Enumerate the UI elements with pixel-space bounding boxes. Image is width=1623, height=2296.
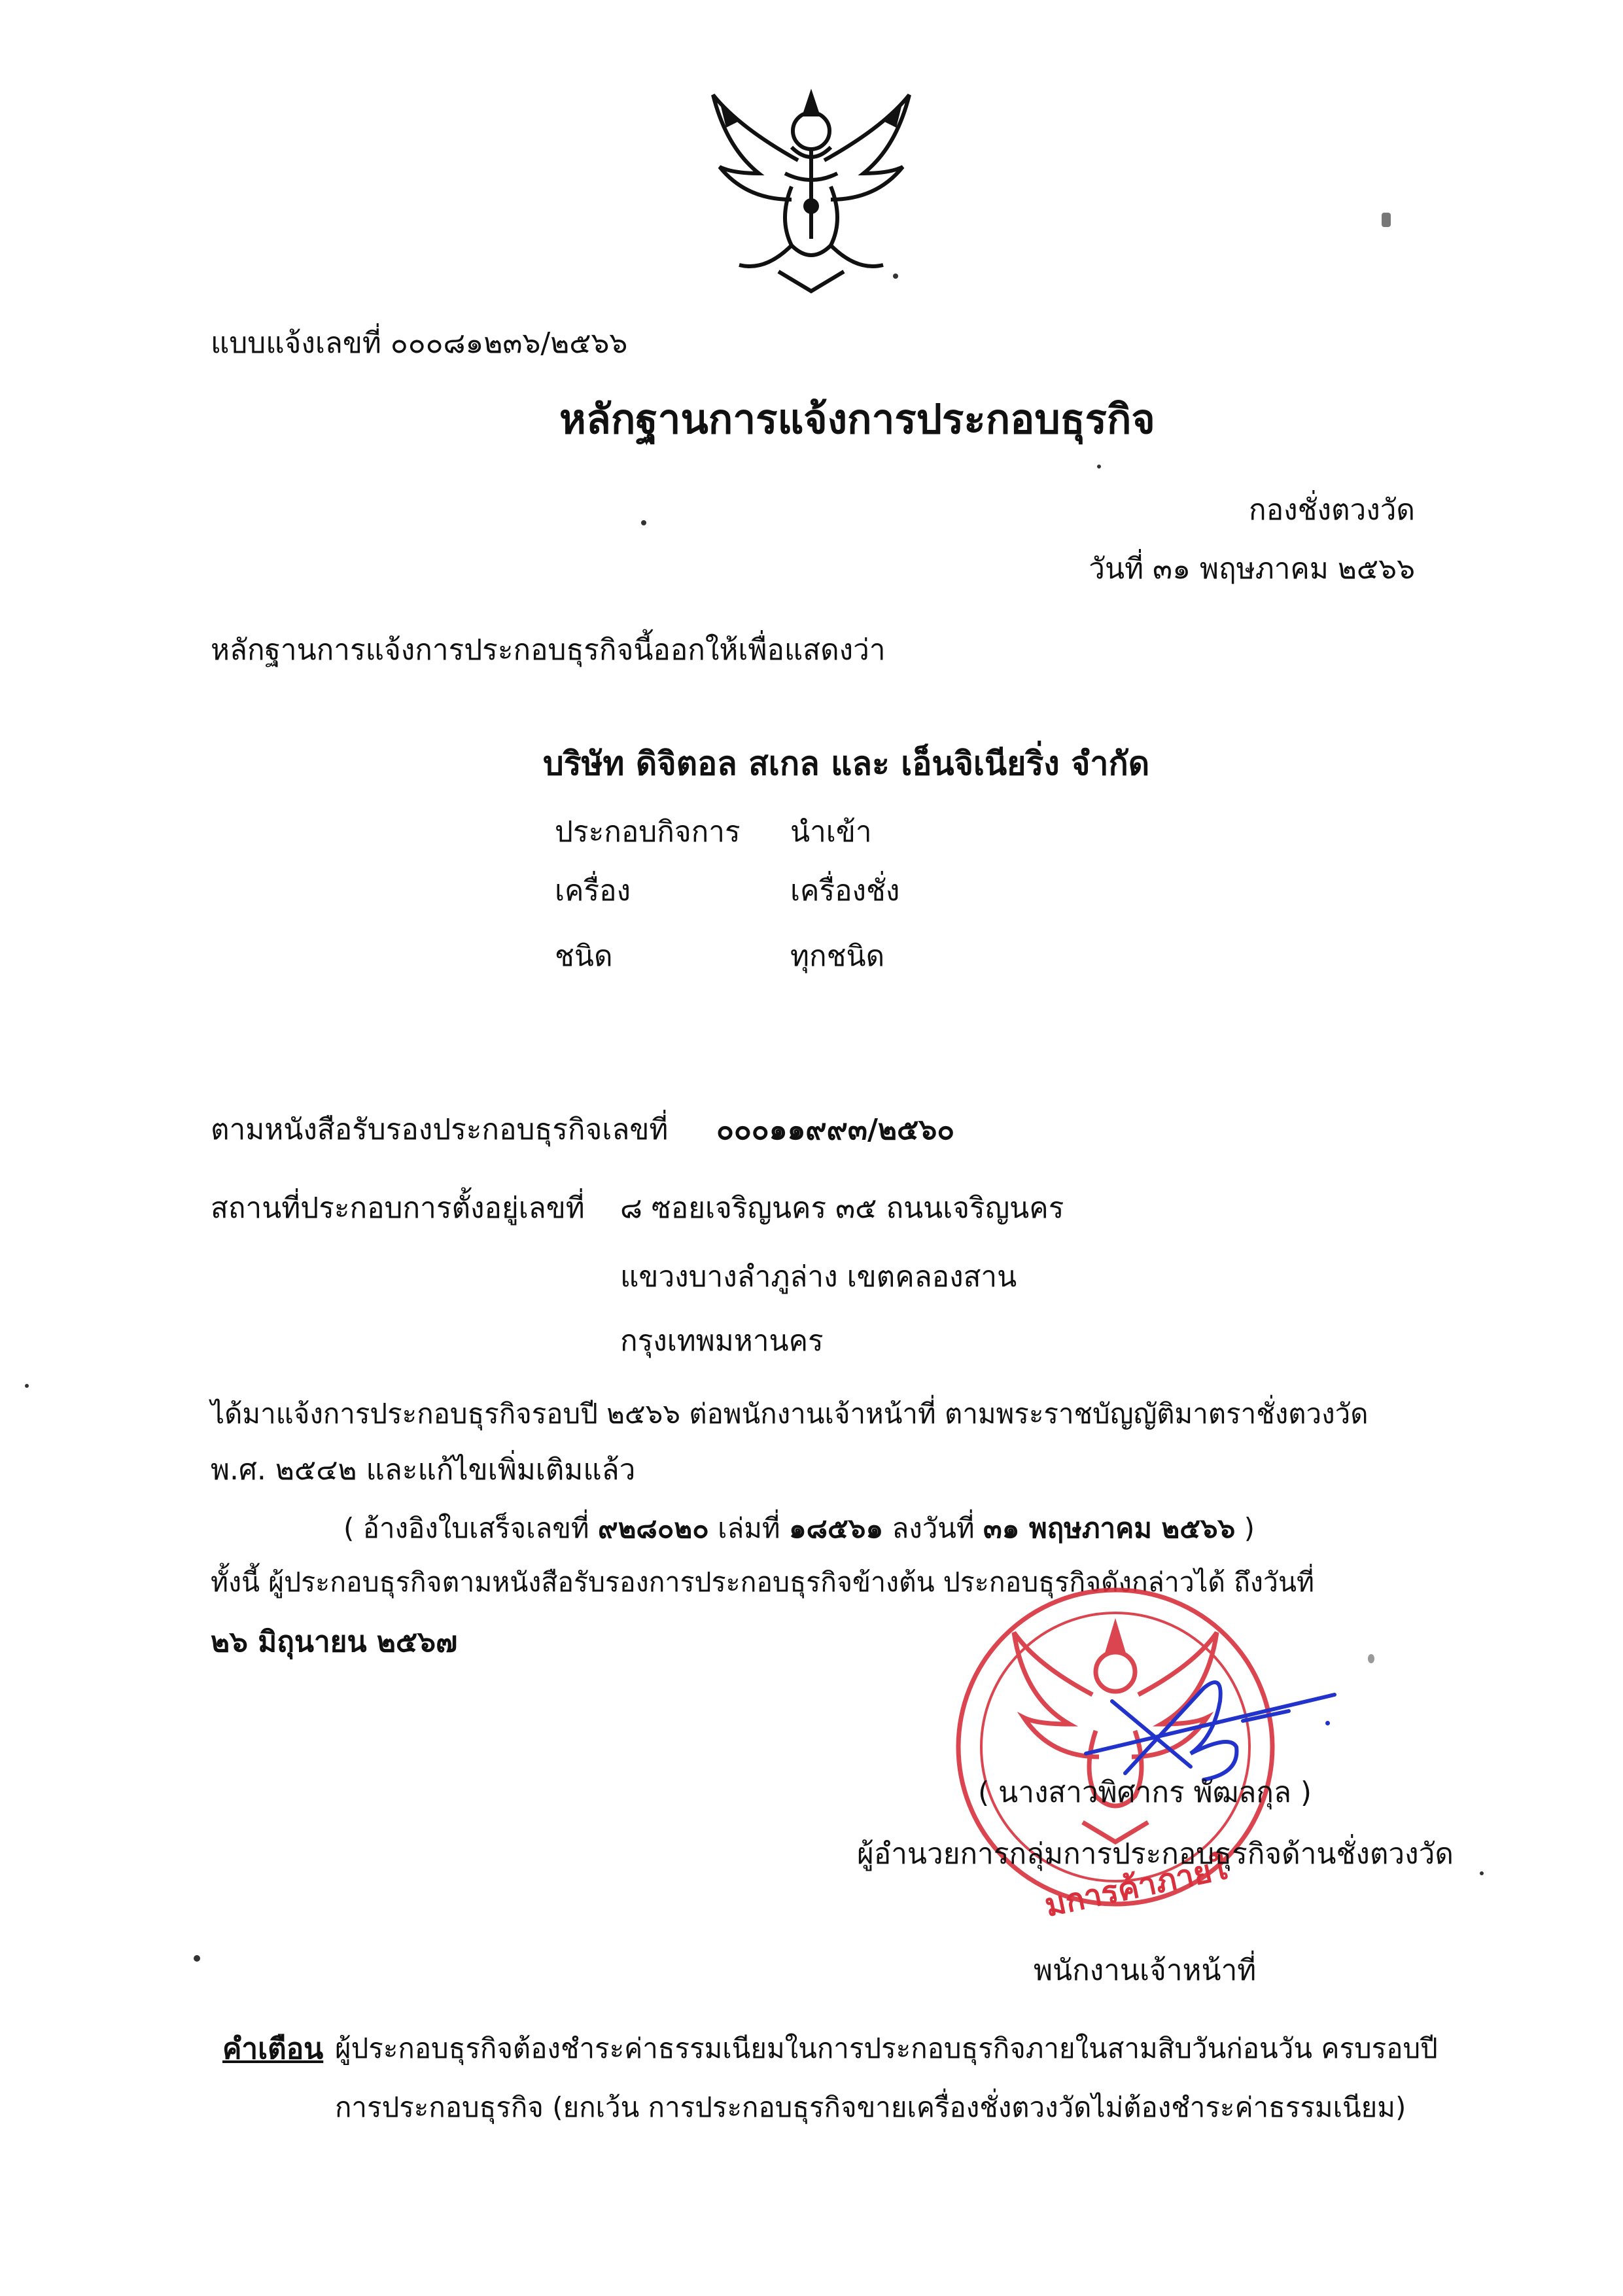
warning-label: คำเตือน: [222, 2032, 324, 2066]
form-number: แบบแจ้งเลขที่ ๐๐๐๘๑๒๓๖/๒๕๖๖: [211, 327, 628, 360]
body-line-2: พ.ศ. ๒๕๔๒ และแก้ไขเพิ่มเติมแล้ว: [211, 1453, 636, 1487]
scan-speck: [893, 274, 898, 279]
scan-speck: [1368, 1654, 1374, 1663]
receipt-number: ๙๒๘๐๒๐: [597, 1512, 709, 1544]
signatory-role: พนักงานเจ้าหน้าที่: [1034, 1954, 1257, 1987]
issue-date: วันที่ ๓๑ พฤษภาคม ๒๕๖๖: [1089, 552, 1415, 586]
warning-line-2: การประกอบธุรกิจ (ยกเว้น การประกอบธุรกิจขายเครื่องชั่งตวงวัดไม่ต้องชำระค่าธรรมเนียม): [335, 2091, 1406, 2123]
garuda-emblem-icon: [700, 75, 922, 298]
detail-value-business: นำเข้า: [790, 815, 872, 849]
scan-speck: [1097, 465, 1101, 468]
company-name: บริษัท ดิจิตอล สเกล และ เอ็นจิเนียริ่ง จำกัด: [543, 745, 1150, 783]
receipt-book-label: เล่มที่: [708, 1512, 789, 1544]
detail-value-type: ทุกชนิด: [790, 940, 885, 973]
receipt-date: ๓๑ พฤษภาคม ๒๕๖๖: [983, 1512, 1236, 1544]
scan-speck: [194, 1955, 200, 1962]
scan-speck: [25, 1384, 29, 1388]
scan-speck: [1325, 1721, 1330, 1725]
certificate-number: ๐๐๐๑๑๙๙๓/๒๕๖๐: [716, 1113, 955, 1146]
receipt-close: ): [1235, 1512, 1255, 1544]
location-line-2: แขวงบางลำภูล่าง เขตคลองสาน: [620, 1260, 1017, 1294]
location-line-3: กรุงเทพมหานคร: [620, 1324, 824, 1358]
detail-label-device: เครื่อง: [555, 874, 631, 908]
location-line-1: ๘ ซอยเจริญนคร ๓๕ ถนนเจริญนคร: [620, 1192, 1064, 1225]
issuer: กองชั่งตวงวัด: [1249, 493, 1415, 527]
scan-speck: [641, 520, 646, 525]
receipt-book: ๑๘๕๖๑: [788, 1512, 884, 1544]
stamp-text: มการค้าภายใ: [1041, 1850, 1230, 1924]
signatory-position: ผู้อำนวยการกลุ่มการประกอบธุรกิจด้านชั่งตวงวัด: [857, 1837, 1454, 1871]
detail-value-device: เครื่องชั่ง: [790, 874, 900, 908]
location-label: สถานที่ประกอบการตั้งอยู่เลขที่: [211, 1192, 585, 1225]
detail-label-business: ประกอบกิจการ: [555, 815, 741, 849]
receipt-date-label: ลงวันที่: [883, 1512, 984, 1544]
receipt-open: ( อ้างอิงใบเสร็จเลขที่: [343, 1512, 598, 1544]
valid-until-date: ๒๖ มิถุนายน ๒๕๖๗: [211, 1625, 458, 1659]
scan-speck: [1480, 1871, 1484, 1875]
signatory-name: ( นางสาวพิศากร พัฒลกุล ): [978, 1776, 1312, 1809]
warning-line-1: ผู้ประกอบธุรกิจต้องชำระค่าธรรมเนียมในการประกอบธุรกิจภายในสามสิบวันก่อนวัน ครบรอบปี: [335, 2032, 1438, 2064]
body-line-1: ได้มาแจ้งการประกอบธุรกิจรอบปี ๒๕๖๖ ต่อพนักงานเจ้าหน้าที่ ตามพระราชบัญญัติมาตราชั่งตวงวัด: [211, 1398, 1369, 1430]
signature-icon: [1073, 1675, 1348, 1793]
document-title: หลักฐานการแจ้งการประกอบธุรกิจ: [559, 395, 1155, 443]
receipt-line: [343, 1512, 1255, 1544]
certificate-label: ตามหนังสือรับรองประกอบธุรกิจเลขที่: [211, 1113, 669, 1146]
valid-line: ทั้งนี้ ผู้ประกอบธุรกิจตามหนังสือรับรองการประกอบธุรกิจข้างต้น ประกอบธุรกิจดังกล่าวได้ ถึงวันที่: [211, 1566, 1315, 1598]
detail-label-type: ชนิด: [555, 940, 613, 973]
intro-text: หลักฐานการแจ้งการประกอบธุรกิจนี้ออกให้เพื่อแสดงว่า: [211, 633, 886, 667]
scan-speck: [1382, 213, 1391, 227]
